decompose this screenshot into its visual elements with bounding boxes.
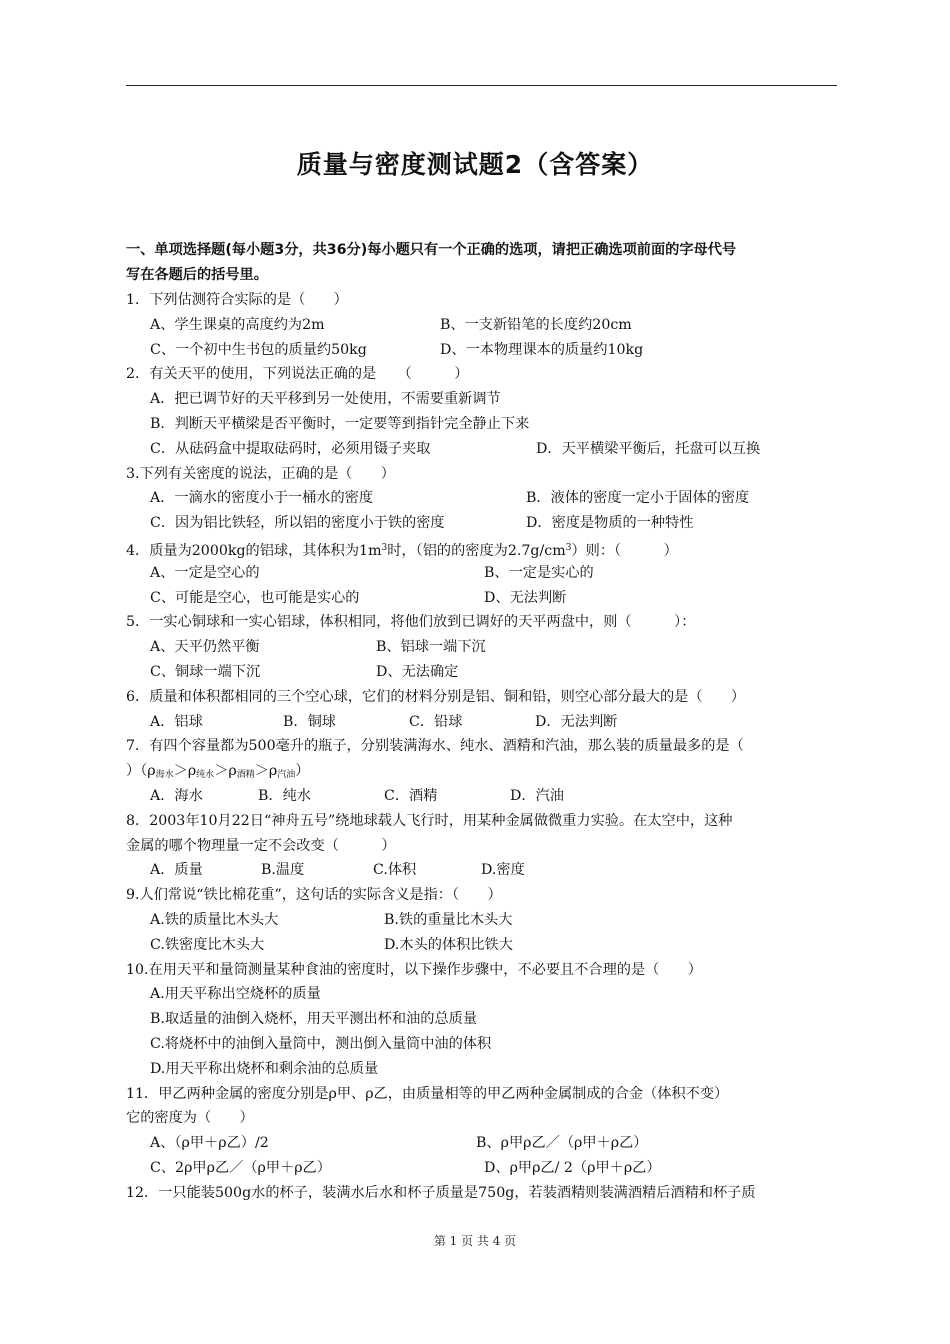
q11-stem-line2: 它的密度为（ ）: [126, 1110, 254, 1127]
q9-options-row2: [126, 933, 837, 958]
q4-stem-sup2: 3: [565, 542, 572, 553]
page-footer: 第 1 页 共 4 页: [433, 1234, 517, 1248]
q11-option-b: B、ρ甲ρ乙／（ρ甲＋ρ乙）: [476, 1135, 648, 1152]
q2-option-d: D．天平横梁平衡后，托盘可以互换: [536, 440, 761, 457]
q3-option-d: D．密度是物质的一种特性: [526, 515, 694, 532]
q10-stem: 10.在用天平和量筒测量某种食油的密度时，以下操作步骤中，不必要且不合理的是（ ）: [126, 961, 702, 978]
q3-options-row1: [126, 486, 837, 511]
q11-stem-line1: 11．甲乙两种金属的密度分别是ρ甲、ρ乙，由质量相等的甲乙两种金属制成的合金（体积不变）: [126, 1085, 729, 1102]
q9-stem: 9.人们常说“铁比棉花重”，这句话的实际含义是指：（ ）: [126, 887, 502, 904]
q6-option-c: C．铅球: [409, 713, 463, 730]
q9-option-c: C.铁密度比木头大: [150, 936, 265, 953]
q11-options-row2: [126, 1156, 837, 1181]
q7-line2-open: ）（ρ: [126, 763, 156, 780]
q4-options-row1: [126, 561, 837, 586]
q8-option-b: B.温度: [261, 862, 305, 879]
q7-density-order: [126, 759, 837, 784]
q7-option-c: C．酒精: [384, 787, 438, 804]
q3-option-b: B．液体的密度一定小于固体的密度: [526, 490, 750, 507]
q2-option-b: B．判断天平横梁是否平衡时，一定要等到指针完全静止下来: [150, 415, 530, 432]
page-title: 质量与密度测试题2（含答案）: [296, 150, 654, 179]
q8-option-d: D.密度: [481, 862, 525, 879]
q10-option-b: B.取适量的油倒入烧杯，用天平测出杯和油的总质量: [150, 1011, 478, 1028]
q4-option-d: D、无法判断: [484, 589, 567, 606]
q7-options-row: [126, 784, 837, 809]
q11-options-row1: [126, 1131, 837, 1156]
q8-stem-line2: 金属的哪个物理量一定不会改变（ ）: [126, 837, 396, 854]
q4-stem-part3: ）则：（ ）: [571, 542, 678, 559]
q5-option-a: A、天平仍然平衡: [150, 639, 260, 656]
q7-stem: 7．有四个容量都为500毫升的瓶子，分别装满海水、纯水、酒精和汽油，那么装的质量最多的是（: [126, 738, 744, 755]
q6-option-a: A．铝球: [150, 713, 203, 730]
q2-option-c: C．从砝码盒中提取砝码时，必须用镊子夹取: [150, 440, 431, 457]
q12-stem-line1: 12．一只能装500g水的杯子，装满水后水和杯子质量是750g，若装酒精则装满酒精后酒精和杯子质: [126, 1184, 756, 1201]
q7-sub-gasoline: 汽油: [277, 770, 296, 781]
q9-option-b: B.铁的重量比木头大: [384, 911, 513, 928]
q3-options-row2: [126, 511, 837, 536]
q9-option-a: A.铁的质量比木头大: [150, 911, 279, 928]
q4-stem-part1: 4．质量为2000kg的铝球，其体积为1m: [126, 542, 382, 559]
section-heading-line1: 一、单项选择题(每小题3分，共36分)每小题只有一个正确的选项，请把正确选项前面的字母代号: [126, 242, 737, 258]
q5-option-b: B、铝球一端下沉: [376, 639, 486, 656]
q6-stem: 6．质量和体积都相同的三个空心球，它们的材料分别是铝、铜和铅，则空心部分最大的是（ ）: [126, 688, 746, 705]
q11-option-a: A、（ρ甲＋ρ乙）/2: [150, 1135, 269, 1152]
q6-option-b: B．铜球: [283, 713, 336, 730]
q7-gt1: ＞ρ: [173, 763, 197, 780]
q5-option-c: C、铜球一端下沉: [150, 663, 261, 680]
q4-option-b: B、一定是实心的: [484, 564, 594, 581]
q7-option-d: D．汽油: [510, 787, 564, 804]
header-rule: [126, 85, 837, 86]
section-heading-line2: 写在各题后的括号里。: [126, 267, 268, 283]
q11-option-d: D、ρ甲ρ乙/ 2（ρ甲＋ρ乙）: [484, 1159, 661, 1176]
q10-option-c: C.将烧杯中的油倒入量筒中，测出倒入量筒中油的体积: [150, 1035, 492, 1052]
q4-stem: [126, 536, 837, 561]
q5-option-d: D、无法确定: [376, 663, 459, 680]
q7-sub-seawater: 海水: [155, 770, 174, 781]
q6-option-d: D．无法判断: [535, 713, 618, 730]
q1-options-row2: [126, 338, 837, 363]
q4-option-c: C、可能是空心，也可能是实心的: [150, 589, 360, 606]
q3-option-c: C．因为铝比铁轻，所以铝的密度小于铁的密度: [150, 515, 445, 532]
q7-sub-purewater: 纯水: [196, 770, 215, 781]
q7-sub-alcohol: 酒精: [236, 770, 255, 781]
q1-option-b: B、一支新铅笔的长度约20cm: [440, 316, 632, 333]
q2-option-a: A．把已调节好的天平移到另一处使用，不需要重新调节: [150, 391, 501, 408]
q1-option-d: D、一本物理课本的质量约10kg: [440, 341, 644, 358]
q9-option-d: D.木头的体积比铁大: [384, 936, 513, 953]
q10-option-a: A.用天平称出空烧杯的质量: [150, 986, 321, 1003]
q4-option-a: A、一定是空心的: [150, 564, 260, 581]
document-body: [126, 238, 837, 1205]
q10-option-d: D.用天平称出烧杯和剩余油的总质量: [150, 1060, 379, 1077]
q1-stem: 1．下列估测符合实际的是（ ）: [126, 292, 348, 308]
q1-options-row1: [126, 313, 837, 338]
q3-option-a: A．一滴水的密度小于一桶水的密度: [150, 490, 374, 507]
q7-gt2: ＞ρ: [214, 763, 237, 780]
q1-option-c: C、一个初中生书包的质量约50kg: [150, 341, 367, 358]
q5-options-row1: [126, 635, 837, 660]
q7-option-b: B．纯水: [258, 787, 311, 804]
q1-option-a: A、学生课桌的高度约为2m: [150, 316, 325, 333]
q7-option-a: A．海水: [150, 787, 203, 804]
q7-gt3: ＞ρ: [254, 763, 278, 780]
q4-stem-part2: 时，（铝的的密度为2.7g/cm: [387, 542, 566, 559]
q8-stem-line1: 8．2003年10月22日“神舟五号”绕地球载人飞行时，用某种金属做微重力实验。在太空中，这种: [126, 812, 733, 829]
q7-line2-close: ）: [295, 763, 310, 780]
q9-options-row1: [126, 908, 837, 933]
q6-options-row: [126, 710, 837, 735]
section-heading: [126, 238, 837, 288]
q8-option-c: C.体积: [373, 862, 417, 879]
q4-options-row2: [126, 586, 837, 611]
q3-stem: 3.下列有关密度的说法，正确的是（ ）: [126, 465, 395, 482]
q2-options-row: [126, 437, 837, 462]
q8-options-row: [126, 858, 837, 883]
q2-stem: 2．有关天平的使用，下列说法正确的是 （ ）: [126, 366, 469, 383]
q8-option-a: A．质量: [150, 862, 203, 879]
q4-stem-sup1: 3: [381, 542, 388, 553]
q5-stem: 5．一实心铜球和一实心铝球，体积相同，将他们放到已调好的天平两盘中，则（ ）：: [126, 614, 696, 631]
q11-option-c: C、2ρ甲ρ乙／（ρ甲＋ρ乙）: [150, 1159, 331, 1176]
q5-options-row2: [126, 660, 837, 685]
